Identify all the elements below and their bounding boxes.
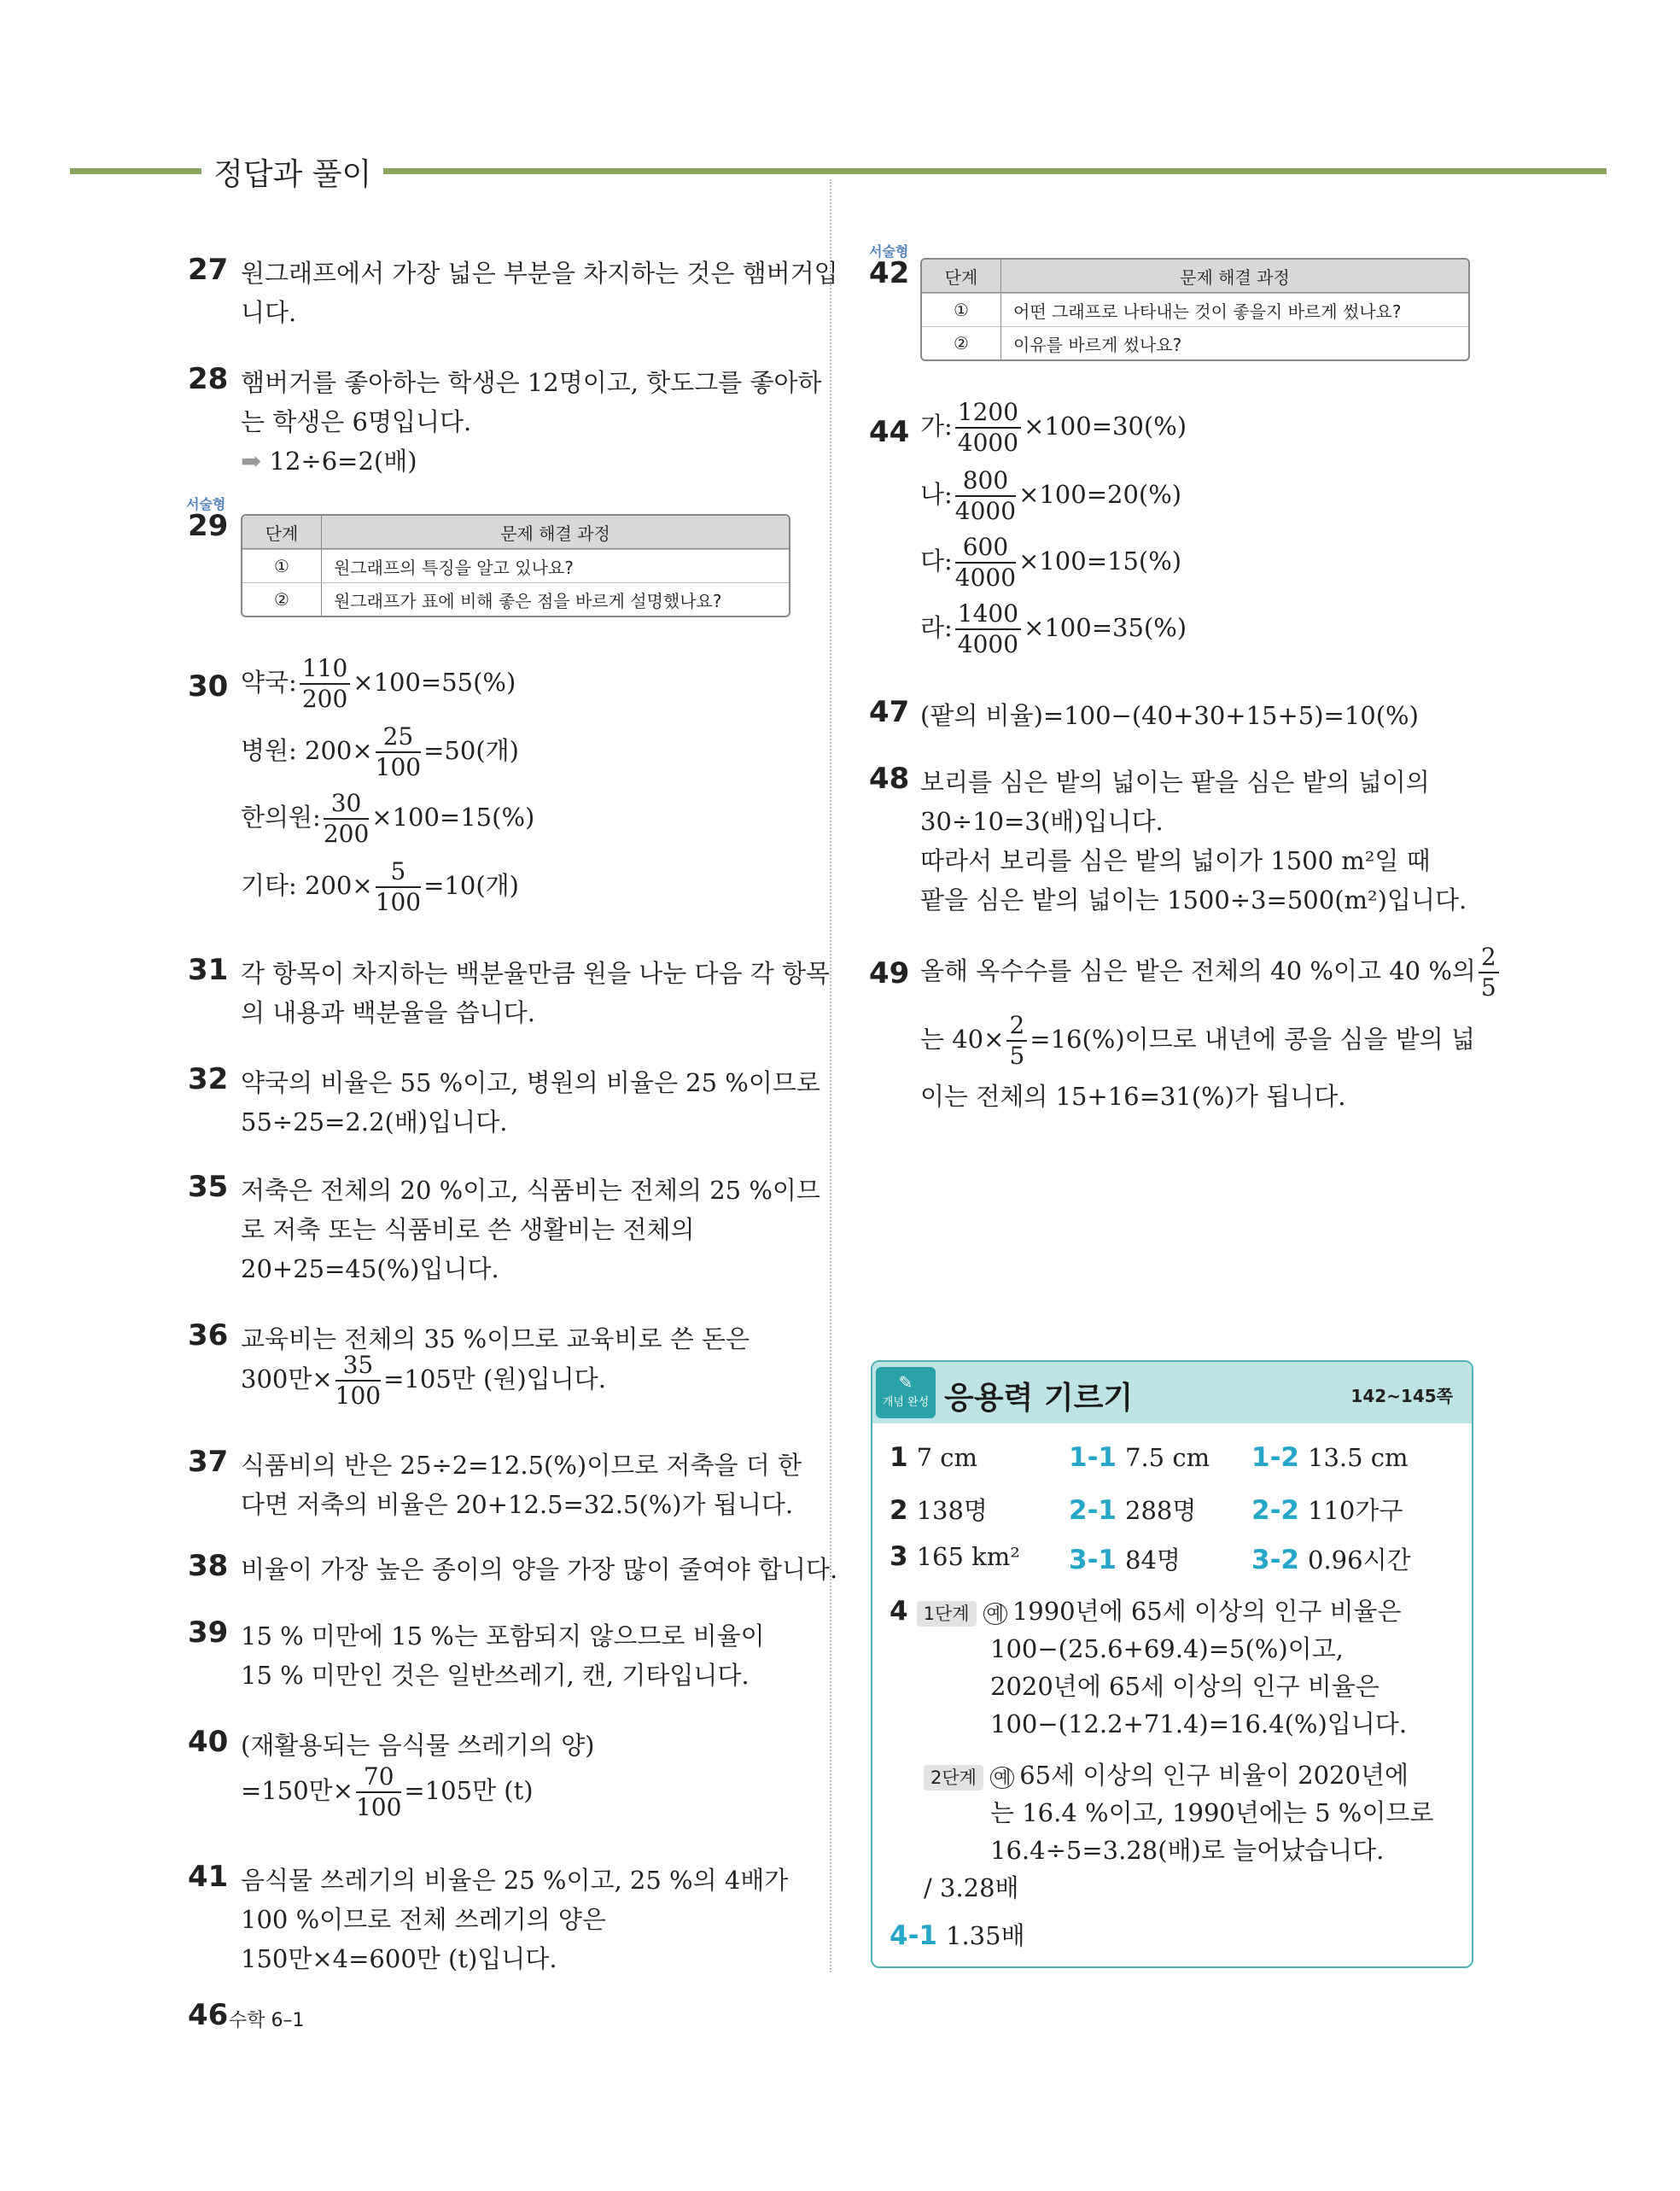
problem-number: 37 (188, 1445, 229, 1479)
answer-value: 84명 (1125, 1545, 1181, 1575)
denominator: 5 (1009, 1042, 1025, 1070)
problem-text: 햄버거를 좋아하는 학생은 12명이고, 핫도그를 좋아하 (241, 368, 822, 397)
problem-text: 저축은 전체의 20 %이고, 식품비는 전체의 25 %이므 (241, 1176, 820, 1205)
answer-item (890, 1442, 977, 1473)
denominator: 4000 (957, 429, 1019, 457)
fraction (376, 722, 421, 782)
problem-text: 100 %이므로 전체 쓰레기의 양은 (241, 1905, 606, 1934)
expression: =50(개) (423, 736, 519, 765)
solution-text: 1990년에 65세 이상의 인구 비율은 (1012, 1597, 1402, 1626)
numerator: 35 (335, 1351, 381, 1382)
expression: ×100=15(%) (1018, 546, 1182, 576)
denominator: 100 (375, 888, 422, 916)
column-divider (830, 179, 831, 1972)
problem-number: 27 (188, 253, 229, 287)
descriptive-label: 서술형 (869, 243, 909, 260)
rubric-criterion: 원그래프가 표에 비해 좋은 점을 바르게 설명했나요? (322, 582, 789, 616)
example-badge: 예 (990, 1767, 1014, 1789)
rubric-criterion: 이유를 바르게 썼나요? (1001, 326, 1468, 359)
arrow-right-icon: ➡ (241, 447, 262, 476)
fraction (955, 398, 1021, 458)
rubric-table (241, 514, 790, 617)
concept-badge (876, 1367, 936, 1418)
answer-number: 1-1 (1069, 1442, 1117, 1473)
answer-number: 3-2 (1251, 1545, 1300, 1575)
final-answer: / 3.28배 (924, 1873, 1019, 1902)
problem-text: =16(%)이므로 내년에 콩을 심을 밭의 넓 (1030, 1025, 1475, 1054)
problem-text: 약국의 비율은 55 %이고, 병원의 비율은 25 %이므로 (241, 1068, 820, 1097)
expression: =10(개) (423, 871, 519, 900)
answer-item (1069, 1492, 1196, 1527)
answer-item (890, 1917, 1025, 1952)
page-title: 정답과 풀이 (201, 150, 383, 194)
rubric-header-stage: 단계 (922, 260, 1001, 293)
fraction (324, 789, 369, 849)
label: 병원: 200× (241, 736, 373, 765)
answer-item (1069, 1442, 1210, 1473)
problem-number: 29 (188, 509, 229, 543)
numerator: 25 (376, 722, 421, 753)
problem-number: 40 (188, 1725, 229, 1759)
denominator: 100 (335, 1382, 382, 1410)
answer-value: 110가구 (1308, 1496, 1403, 1525)
denominator: 4000 (954, 564, 1017, 592)
expression: 는 40× (920, 1025, 1005, 1054)
problem-number: 36 (188, 1318, 229, 1353)
problem-text: 팥을 심은 밭의 넓이는 1500÷3=500(m²)입니다. (920, 885, 1467, 914)
problem-text: 보리를 심은 밭의 넓이는 팥을 심은 밭의 넓이의 (920, 768, 1430, 797)
stage-label: 1단계 (917, 1601, 977, 1627)
stage-label: 2단계 (924, 1765, 983, 1791)
answer-value: 0.96시간 (1308, 1545, 1411, 1575)
problem-text: 올해 옥수수를 심은 밭은 전체의 40 %이고 40 %의 (920, 956, 1476, 985)
answer-value: 288명 (1125, 1496, 1197, 1525)
expression: =105만 (t) (404, 1776, 534, 1805)
problem-number: 49 (869, 956, 910, 990)
applied-skills-box (871, 1360, 1473, 1968)
expression: 300만× (241, 1364, 333, 1393)
problem-number: 42 (869, 256, 910, 290)
page-number: 46 (188, 1998, 229, 2032)
solution-text: 100−(25.6+69.4)=5(%)이고, (990, 1634, 1344, 1663)
problem-number: 30 (188, 669, 229, 704)
rubric-header-process: 문제 해결 과정 (322, 516, 789, 549)
numerator: 800 (955, 466, 1016, 497)
problem-text: 교육비는 전체의 35 %이므로 교육비로 쓴 돈은 (241, 1324, 750, 1353)
problem-text: 로 저축 또는 식품비로 쓴 생활비는 전체의 (241, 1215, 695, 1244)
page-range: 142~145쪽 (1350, 1386, 1453, 1406)
label: 가: (920, 412, 953, 441)
problem-number: 31 (188, 953, 229, 987)
problem-text: 니다. (241, 298, 297, 327)
fraction (955, 599, 1021, 659)
rubric-step: ② (922, 326, 1001, 359)
answer-item (1069, 1541, 1181, 1576)
problem-text: 55÷25=2.2(배)입니다. (241, 1107, 508, 1136)
answer-value: 165 km² (916, 1542, 1020, 1571)
answer-item (1251, 1541, 1411, 1576)
problem-number: 44 (869, 415, 910, 449)
answer-value: 7.5 cm (1125, 1443, 1210, 1472)
rubric-step: ① (242, 549, 322, 582)
problem-text: (재활용되는 음식물 쓰레기의 양) (241, 1731, 595, 1760)
answer-item (1251, 1442, 1409, 1473)
expression: ×100=35(%) (1024, 613, 1187, 642)
label: 라: (920, 613, 953, 642)
denominator: 200 (301, 685, 348, 713)
solution-text: 16.4÷5=3.28(배)로 늘어났습니다. (990, 1836, 1385, 1865)
label: 한의원: (241, 803, 321, 832)
answer-number: 2-1 (1069, 1495, 1117, 1526)
pencil-icon: ✎ (898, 1372, 913, 1393)
numerator: 1200 (955, 398, 1021, 429)
rubric-criterion: 원그래프의 특징을 알고 있나요? (322, 549, 789, 582)
rubric-header-stage: 단계 (242, 516, 322, 549)
problem-text: 이는 전체의 15+16=31(%)가 됩니다. (920, 1082, 1346, 1111)
fraction (356, 1762, 401, 1822)
box-title: 응용력 기르기 (944, 1381, 1134, 1416)
label: 다: (920, 546, 953, 576)
rubric-step: ② (242, 582, 322, 616)
expression: ×100=20(%) (1018, 480, 1182, 509)
example-badge: 예 (983, 1603, 1007, 1625)
problem-text: 다면 저축의 비율은 20+12.5=32.5(%)가 됩니다. (241, 1490, 794, 1519)
denominator: 100 (375, 753, 422, 781)
header-rule-right (352, 168, 1607, 174)
expression: ×100=55(%) (353, 668, 516, 697)
answer-number: 4-1 (890, 1920, 938, 1951)
problem-text: 는 학생은 6명입니다. (241, 407, 472, 436)
problem-number: 32 (188, 1062, 229, 1096)
solution-text: 2020년에 65세 이상의 인구 비율은 (990, 1672, 1380, 1701)
fraction (1006, 1011, 1027, 1071)
denominator: 4000 (957, 630, 1019, 658)
solution-text: 는 16.4 %이고, 1990년에는 5 %이므로 (990, 1798, 1434, 1827)
numerator: 5 (376, 857, 421, 888)
expression: =105만 (원)입니다. (383, 1364, 606, 1393)
problem-text: 비율이 가장 높은 종이의 양을 가장 많이 줄여야 합니다. (241, 1555, 838, 1584)
rubric-criterion: 어떤 그래프로 나타내는 것이 좋을지 바르게 썼나요? (1001, 293, 1468, 326)
fraction (955, 466, 1016, 526)
problem-text: 12÷6=2(배) (269, 447, 417, 476)
problem-number: 47 (869, 695, 910, 729)
label: 기타: 200× (241, 871, 373, 900)
answer-item (1251, 1492, 1403, 1527)
denominator: 100 (355, 1793, 402, 1821)
numerator: 600 (955, 533, 1016, 564)
box-header (872, 1362, 1472, 1423)
fraction (376, 857, 421, 917)
rubric-table (920, 258, 1470, 361)
problem-text: 원그래프에서 가장 넓은 부분을 차지하는 것은 햄버거입 (241, 259, 838, 288)
answer-item (890, 1492, 988, 1527)
numerator: 2 (1479, 943, 1499, 973)
badge-label: 개념 완성 (882, 1396, 930, 1409)
problem-text: 의 내용과 백분율을 씁니다. (241, 998, 536, 1027)
denominator: 200 (323, 820, 370, 848)
answer-number: 2 (890, 1495, 908, 1526)
fraction (300, 654, 350, 714)
fraction (335, 1351, 381, 1411)
problem-text: 30÷10=3(배)입니다. (920, 807, 1164, 836)
answer-value: 1.35배 (946, 1921, 1025, 1950)
fraction (955, 533, 1016, 593)
answer-value: 13.5 cm (1308, 1443, 1409, 1472)
problem-text: 15 % 미만에 15 %는 포함되지 않으므로 비율이 (241, 1621, 765, 1651)
fraction (1479, 943, 1499, 1002)
problem-number: 39 (188, 1615, 229, 1650)
header-rule-left (70, 168, 215, 174)
problem-text: 15 % 미만인 것은 일반쓰레기, 캔, 기타입니다. (241, 1661, 750, 1690)
numerator: 110 (300, 654, 350, 685)
answer-value: 7 cm (916, 1443, 977, 1472)
problem-text: 각 항목이 차지하는 백분율만큼 원을 나눈 다음 각 항목 (241, 959, 831, 988)
answer-number: 4 (890, 1596, 908, 1627)
subject-label: 수학 6–1 (229, 2010, 305, 2031)
problem-number: 41 (188, 1860, 229, 1894)
answer-number: 1-2 (1251, 1442, 1300, 1473)
problem-text: 20+25=45(%)입니다. (241, 1254, 499, 1283)
numerator: 30 (324, 789, 369, 820)
rubric-step: ① (922, 293, 1001, 326)
label: 약국: (241, 668, 297, 697)
problem-number: 38 (188, 1549, 229, 1583)
numerator: 2 (1006, 1011, 1027, 1042)
expression: =150만× (241, 1776, 353, 1805)
denominator: 4000 (954, 497, 1017, 525)
problem-text: 식품비의 반은 25÷2=12.5(%)이므로 저축을 더 한 (241, 1451, 802, 1480)
numerator: 70 (356, 1762, 401, 1793)
answer-number: 1 (890, 1442, 908, 1473)
solution-text: 65세 이상의 인구 비율이 2020년에 (1019, 1761, 1409, 1790)
denominator: 5 (1480, 973, 1496, 1002)
answer-item (890, 1541, 1020, 1572)
answer-number: 3 (890, 1541, 908, 1572)
label: 나: (920, 480, 953, 509)
descriptive-label: 서술형 (186, 496, 226, 512)
problem-text: 150만×4=600만 (t)입니다. (241, 1944, 557, 1973)
problem-text: 음식물 쓰레기의 비율은 25 %이고, 25 %의 4배가 (241, 1866, 789, 1895)
rubric-header-process: 문제 해결 과정 (1001, 260, 1468, 293)
expression: ×100=15(%) (371, 803, 535, 832)
problem-number: 35 (188, 1170, 229, 1204)
problem-number: 48 (869, 762, 910, 796)
problem-number: 28 (188, 362, 229, 396)
expression: ×100=30(%) (1024, 412, 1187, 441)
answer-value: 138명 (916, 1496, 988, 1525)
answer-number: 3-1 (1069, 1545, 1117, 1575)
answer-number: 2-2 (1251, 1495, 1300, 1526)
problem-text: 따라서 보리를 심은 밭의 넓이가 1500 m²일 때 (920, 846, 1431, 875)
solution-text: 100−(12.2+71.4)=16.4(%)입니다. (990, 1709, 1408, 1738)
problem-text: (팥의 비율)=100−(40+30+15+5)=10(%) (920, 701, 1419, 730)
numerator: 1400 (955, 599, 1021, 630)
